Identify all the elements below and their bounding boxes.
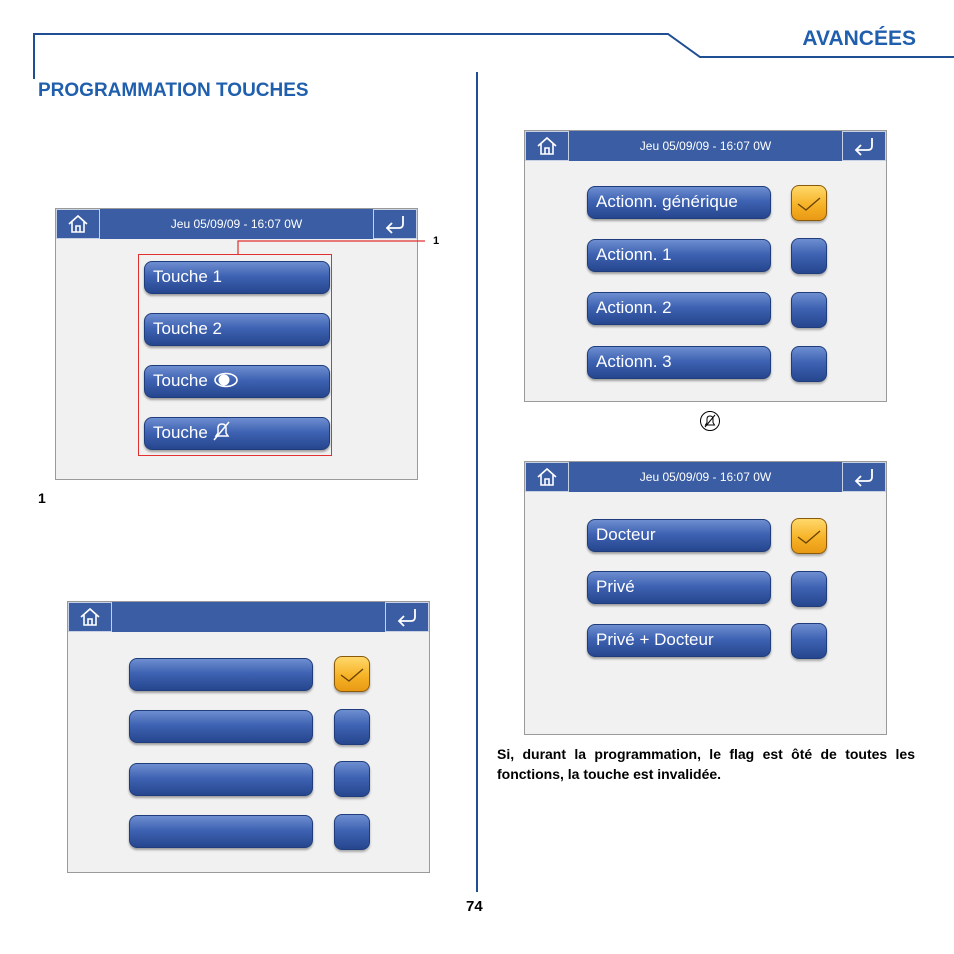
blank-button[interactable] — [129, 815, 313, 848]
actionn-generique-button[interactable]: Actionn. générique — [587, 186, 771, 219]
touche-privacy-label: Touche — [153, 371, 208, 390]
check-icon — [338, 664, 366, 684]
blank-button[interactable] — [129, 658, 313, 691]
page-number: 74 — [466, 898, 483, 915]
back-arrow-icon — [382, 214, 408, 234]
home-icon — [79, 607, 101, 627]
home-button[interactable] — [525, 462, 569, 492]
callout-number: 1 — [433, 235, 440, 247]
home-icon — [536, 136, 558, 156]
blank-button[interactable] — [129, 763, 313, 796]
check-icon — [795, 193, 823, 213]
callout-leader — [230, 236, 430, 256]
screen-docteur — [524, 461, 887, 735]
flag-checkbox[interactable] — [791, 346, 827, 382]
home-button[interactable] — [525, 131, 569, 161]
prive-button[interactable]: Privé — [587, 571, 771, 604]
home-icon — [67, 214, 89, 234]
touche-2-button[interactable]: Touche 2 — [144, 313, 330, 346]
prive-docteur-button[interactable]: Privé + Docteur — [587, 624, 771, 657]
touche-1-button[interactable]: Touche 1 — [144, 261, 330, 294]
back-arrow-icon — [851, 136, 877, 156]
status-bar-empty — [68, 602, 429, 632]
flag-checkbox-checked[interactable] — [334, 656, 370, 692]
flag-checkbox[interactable] — [791, 292, 827, 328]
touche-mute-label: Touche — [153, 423, 208, 442]
highlight-frame — [138, 254, 332, 456]
home-button[interactable] — [56, 209, 100, 239]
flag-checkbox[interactable] — [791, 623, 827, 659]
back-button[interactable] — [373, 209, 417, 239]
back-button[interactable] — [385, 602, 429, 632]
actionn-3-button[interactable]: Actionn. 3 — [587, 346, 771, 379]
flag-checkbox-checked[interactable] — [791, 518, 827, 554]
flag-checkbox-checked[interactable] — [791, 185, 827, 221]
screen-actionneurs — [524, 130, 887, 402]
flag-checkbox[interactable] — [791, 571, 827, 607]
home-icon — [536, 467, 558, 487]
blank-button[interactable] — [129, 710, 313, 743]
column-divider — [476, 72, 478, 892]
actionn-1-button[interactable]: Actionn. 1 — [587, 239, 771, 272]
actionn-2-button[interactable]: Actionn. 2 — [587, 292, 771, 325]
back-arrow-icon — [851, 467, 877, 487]
back-button[interactable] — [842, 462, 886, 492]
screen-template — [67, 601, 430, 873]
back-arrow-icon — [394, 607, 420, 627]
home-button[interactable] — [68, 602, 112, 632]
back-button[interactable] — [842, 131, 886, 161]
flag-checkbox[interactable] — [334, 761, 370, 797]
docteur-button[interactable]: Docteur — [587, 519, 771, 552]
section-title: AVANCÉES — [802, 27, 916, 50]
flag-checkbox[interactable] — [791, 238, 827, 274]
status-bar: Jeu 05/09/09 - 16:07 0W — [525, 462, 886, 492]
bell-off-icon — [699, 410, 721, 432]
legend-number: 1 — [38, 490, 46, 506]
status-bar: Jeu 05/09/09 - 16:07 0W — [525, 131, 886, 161]
flag-checkbox[interactable] — [334, 814, 370, 850]
flag-checkbox[interactable] — [334, 709, 370, 745]
status-bar: Jeu 05/09/09 - 16:07 0W — [56, 209, 417, 239]
page-title: PROGRAMMATION TOUCHES — [38, 80, 309, 101]
check-icon — [795, 526, 823, 546]
note-paragraph: Si, durant la programmation, le flag est ôté de toutes les fonctions, la touche est invalidée. — [497, 746, 915, 782]
